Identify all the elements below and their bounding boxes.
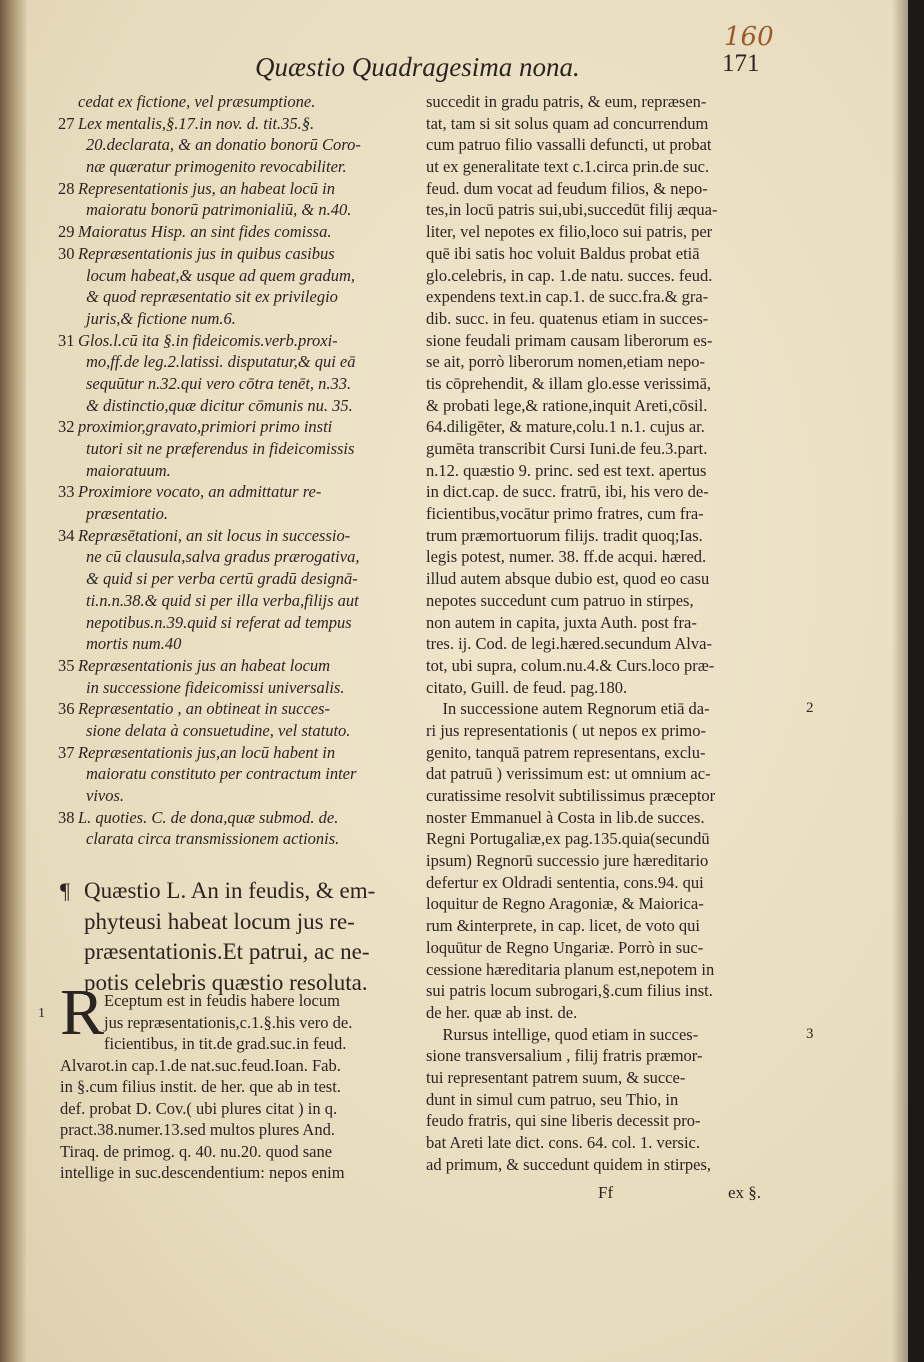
index-entry-line <box>58 178 413 200</box>
index-entry-line <box>58 438 413 460</box>
index-entry-text: sequūtur n.32.qui vero cōtra tenēt, n.33. <box>86 373 352 393</box>
body-line: 64.diligēter, & mature,colu.1 n.1. cujus ar. <box>426 417 705 437</box>
body-line: tat, tam si sit solus quam ad concurrendum <box>426 113 709 133</box>
body-line: dunt in simul cum patruo, seu Thio, in <box>426 1089 679 1109</box>
index-entry-text: nepotibus.n.39.quid si referat ad tempus <box>86 612 352 632</box>
index-entry-line <box>58 308 413 330</box>
body-line: ficientibus, in tit.de grad.suc.in feud. <box>104 1034 347 1053</box>
index-entry-text: næ quæratur primogenito revocabiliter. <box>86 157 347 177</box>
section-title-line-1: ¶ Quæstio L. An in feudis, & em- <box>60 876 415 907</box>
index-entry-line <box>58 590 413 612</box>
index-entry-line <box>58 286 413 308</box>
index-entry-text: Glos.l.cū ita §.in fideicomis.verb.proxi- <box>78 330 338 350</box>
index-entry-number: 27 <box>58 113 75 133</box>
body-line: Eceptum est in feudis habere locum <box>104 991 340 1010</box>
body-line: succedit in gradu patris, & eum, repræsen- <box>426 92 707 111</box>
index-entry-text: Proximiore vocato, an admittatur re- <box>78 482 322 502</box>
body-line: citato, Guill. de feud. pag.180. <box>426 677 628 697</box>
index-entry-line <box>58 525 413 547</box>
index-entry-line <box>58 807 413 829</box>
body-line: jus repræsentationis,c.1.§.his vero de. <box>104 1012 353 1032</box>
index-entry-line <box>58 677 413 699</box>
index-entry-text: tutori sit ne præferendus in fideicomissis <box>86 439 355 458</box>
page-edge-shadow <box>892 0 908 1362</box>
body-line: curatissime resolvit subtilissimus præceptor <box>426 786 716 805</box>
body-line: Rursus intellige, quod etiam in succes- <box>426 1024 699 1044</box>
pilcrow-icon: ¶ <box>60 878 70 903</box>
index-entry-line <box>58 113 413 135</box>
body-line: rum &interprete, in cap. licet, de voto qui <box>426 916 700 936</box>
running-title: Quæstio Quadragesima nona. <box>255 52 580 82</box>
signature-mark: Ff <box>598 1183 614 1202</box>
body-line: Tiraq. de primog. q. 40. nu.20. quod sane <box>60 1141 333 1161</box>
index-entry-line <box>58 91 413 113</box>
index-entry-text: Maioratus Hisp. an sint fides comissa. <box>78 222 332 242</box>
index-entry-text: 20.declarata, & an donatio bonorū Coro- <box>86 135 361 155</box>
body-line: glo.celebris, in cap. 1.de natu. succes. feud. <box>426 265 713 285</box>
index-entry-number: 30 <box>58 243 75 263</box>
body-line: cum patruo filio vassalli defuncti, ut probat <box>426 135 712 155</box>
body-line: liter, vel nepotes ex filio,loco sui patris, per <box>426 222 713 242</box>
body-line: expendens text.in cap.1. de succ.fra.& gra- <box>426 287 709 307</box>
index-entry-text: ti.n.n.38.& quid si per illa verba,filijs aut <box>86 590 359 610</box>
index-entry-text: & quod repræsentatio sit ex privilegio <box>86 287 338 307</box>
index-entry-text: proximior,gravato,primiori primo insti <box>78 417 333 437</box>
body-line: & probati lege,& ratione,inquit Areti,cōsil. <box>426 395 708 415</box>
body-line: ipsum) Regnorū successio jure hæreditario <box>426 851 709 871</box>
index-entry-text: maioratu bonorū patrimonialiū, & n.40. <box>86 200 352 220</box>
index-entry-number: 36 <box>58 699 75 719</box>
body-line: ut ex generalitate text c.1.circa prin.de suc. <box>426 157 710 177</box>
side-number-3: 3 <box>806 1026 814 1042</box>
drop-cap: R <box>60 976 105 1049</box>
index-entry-line <box>58 460 413 482</box>
body-line: ri jus representationis ( ut nepos ex primo- <box>426 720 706 740</box>
body-line: legis potest, numer. 38. ff.de acqui. hæred. <box>426 547 707 567</box>
body-line: tot, ubi supra, colum.nu.4.& Curs.loco præ- <box>426 655 715 675</box>
index-entry-text: locum habeat,& usque ad quem gradum, <box>86 265 356 285</box>
index-entry-line <box>58 373 413 395</box>
index-entry-line <box>58 156 413 178</box>
manuscript-page-number: 160 <box>724 22 774 52</box>
index-entry-text: sione delata à consuetudine, vel statuto. <box>86 720 351 740</box>
index-entry-text: vivos. <box>86 786 125 805</box>
section-title <box>60 876 415 998</box>
body-line: dat patruū ) verissimum est: ut omnium ac- <box>426 764 711 784</box>
index-entry-number: 38 <box>58 807 75 827</box>
index-column <box>58 91 413 850</box>
index-entry-text: & distinctio,quæ dicitur cōmunis nu. 35. <box>86 395 353 415</box>
body-line: illud autem absque dubio est, quod eo casu <box>426 569 710 589</box>
index-entry-text: Lex mentalis,§.17.in nov. d. tit.35.§. <box>78 113 315 133</box>
index-entry-line <box>58 265 413 287</box>
index-entry-number: 35 <box>58 655 75 675</box>
index-entry-number: 29 <box>58 222 75 242</box>
index-entry-text: & quid si per verba certū gradū designā- <box>86 569 358 589</box>
index-entry-number: 37 <box>58 742 75 762</box>
index-entry-line <box>58 330 413 352</box>
index-entry-line <box>58 633 413 655</box>
body-line: quē ibi satis hoc voluit Baldus probat etiā <box>426 243 700 263</box>
index-entry-line <box>58 742 413 764</box>
body-line: loquūtur de Regno Ungariæ. Porrò in suc- <box>426 937 704 957</box>
index-entry-text: juris,& fictione num.6. <box>86 308 236 328</box>
section-title-line-4: potis celebris quæstio resoluta. <box>84 969 368 995</box>
index-entry-line <box>58 655 413 677</box>
body-line: genito, tanquā patrem representans, exclu- <box>426 742 706 762</box>
body-line: de her. quæ ab inst. de. <box>426 1002 578 1022</box>
body-line: defertur ex Oldradi sententia, cons.94. qui <box>426 872 704 892</box>
index-entry-number: 34 <box>58 525 75 545</box>
index-entry-text: L. quoties. C. de dona,quæ submod. de. <box>78 807 339 827</box>
index-entry-number: 28 <box>58 178 75 198</box>
body-line: se ait, porrò liberorum nomen,etiam nepo- <box>426 352 706 372</box>
body-line: sione transversalium , filij fratris præmor- <box>426 1046 703 1066</box>
index-entry-number: 33 <box>58 482 75 502</box>
body-left-column <box>60 990 415 1184</box>
index-entry-line <box>58 698 413 720</box>
index-entry-text: Repræsētationi, an sit locus in successio- <box>78 525 351 545</box>
body-line: In successione autem Regnorum etiā da- <box>426 699 710 719</box>
body-line: sione feudali primam causam liberorum es- <box>426 330 713 350</box>
index-entry-line <box>58 720 413 742</box>
body-line: dib. succ. in feu. quatenus etiam in succes- <box>426 308 709 328</box>
section-title-line-3: præsentationis.Et patrui, ac ne- <box>84 939 370 964</box>
body-line: bat Areti late dict. cons. 64. col. 1. versic. <box>426 1133 701 1152</box>
index-entry-line <box>58 828 413 850</box>
index-entry-line <box>58 546 413 568</box>
index-entry-text: Repræsentatio , an obtineat in succes- <box>78 699 331 719</box>
index-entry-line <box>58 243 413 265</box>
body-line: ad primum, & succedunt quidem in stirpes, <box>426 1154 712 1174</box>
index-entry-text: clarata circa transmissionem actionis. <box>86 829 340 849</box>
body-line: feud. dum vocat ad feudum filios, & nepo- <box>426 178 708 198</box>
body-line: gumēta transcribit Cursi Iuni.de feu.3.part. <box>426 439 708 458</box>
body-line: non autem in capita, juxta Auth. post fra- <box>426 612 697 632</box>
side-number-2: 2 <box>806 700 814 716</box>
index-entry-line <box>58 612 413 634</box>
index-entry-text: ne cū clausula,salva gradus prærogativa, <box>86 547 360 567</box>
body-line: in §.cum filius instit. de her. que ab in test. <box>60 1077 341 1096</box>
body-line: tes,in locū patris sui,ubi,succedūt filij æqua- <box>426 200 718 220</box>
body-line: Alvarot.in cap.1.de nat.suc.feud.Ioan. Fab. <box>60 1055 341 1075</box>
body-line: cessione hæreditaria planum est,nepotem in <box>426 959 715 979</box>
index-entry-text: Repræsentationis jus in quibus casibus <box>78 243 335 263</box>
index-entry-line <box>58 416 413 438</box>
index-entry-text: Repræsentationis jus,an locū habent in <box>78 742 336 762</box>
index-entry-line <box>58 785 413 807</box>
margin-number: 1 <box>38 1006 45 1021</box>
index-entry-text: maioratu constituto per contractum inter <box>86 764 357 784</box>
index-entry-line <box>58 481 413 503</box>
book-gutter <box>0 0 26 1362</box>
body-line: def. probat D. Cov.( ubi plures citat ) in q. <box>60 1098 338 1118</box>
body-line: tres. ij. Cod. de legi.hæred.secundum Alva- <box>426 634 712 654</box>
body-right-column <box>426 91 796 1175</box>
body-line: trum præmortuorum filijs. tradit quoq;Ias. <box>426 525 703 545</box>
index-entry-number: 31 <box>58 330 75 350</box>
index-entry-line <box>58 763 413 785</box>
index-entry-line <box>58 134 413 156</box>
index-entry-text: mortis num.40 <box>86 634 182 654</box>
body-line: Regni Portugaliæ,ex pag.135.quia(secundū <box>426 829 710 849</box>
index-entry-line <box>58 221 413 243</box>
body-line: nepotes succedunt cum patruo in stirpes, <box>426 590 694 610</box>
catchword: ex §. <box>728 1183 762 1202</box>
index-entry-text: maioratuum. <box>86 460 171 480</box>
body-line: tis cōprehendit, & illam glo.esse verissimā, <box>426 373 712 393</box>
index-entry-text: mo,ff.de leg.2.latissi. disputatur,& qui eā <box>86 352 356 372</box>
body-line: pract.38.numer.13.sed multos plures And. <box>60 1120 335 1139</box>
page-number: 171 <box>722 50 760 77</box>
body-line: loquitur de Regno Aragoniæ, & Maiorica- <box>426 894 704 914</box>
body-line: noster Emmanuel à Costa in lib.de succes. <box>426 807 705 827</box>
body-line: in dict.cap. de succ. fratrū, ibi, his vero de- <box>426 482 709 502</box>
index-entry-number: 32 <box>58 417 75 437</box>
index-entry-text: cedat ex fictione, vel præsumptione. <box>78 92 316 111</box>
section-title-line-2: phyteusi habeat locum jus re- <box>84 908 355 934</box>
index-entry-text: præsentatio. <box>86 504 169 524</box>
index-entry-line <box>58 351 413 373</box>
body-line: ficientibus,vocātur primo fratres, cum fra- <box>426 504 704 524</box>
index-entry-line <box>58 503 413 525</box>
index-entry-text: Representationis jus, an habeat locū in <box>78 178 335 198</box>
body-line: intellige in suc.descendentium: nepos enim <box>60 1163 345 1182</box>
index-entry-text: in successione fideicomissi universalis. <box>86 677 345 697</box>
body-line: sui patris locum subrogari,§.cum filius inst. <box>426 981 713 1001</box>
index-entry-text: Repræsentationis jus an habeat locum <box>78 655 331 675</box>
body-line: n.12. quæstio 9. princ. sed est text. apertus <box>426 460 707 480</box>
index-entry-line <box>58 568 413 590</box>
index-entry-line <box>58 395 413 417</box>
body-line: feudo fratris, qui sine liberis decessit pro- <box>426 1111 701 1131</box>
index-entry-line <box>58 199 413 221</box>
body-line: tui representant patrem suum, & succe- <box>426 1067 686 1087</box>
